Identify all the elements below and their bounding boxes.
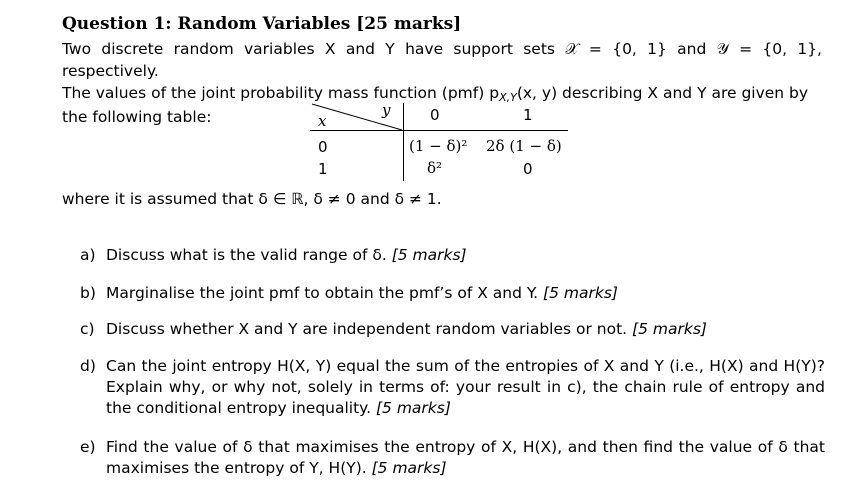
part-b-text: Marginalise the joint pmf to obtain the pmf’s of X and Y.	[106, 284, 539, 302]
row-header-1: 1	[318, 160, 328, 178]
cell-0-0: (1 − δ)²	[409, 137, 468, 155]
col-header-1: 1	[523, 106, 533, 124]
part-d-marks: [5 marks]	[376, 399, 451, 417]
pmf-subscript: X,Y	[499, 91, 517, 104]
row-header-0: 0	[318, 138, 328, 156]
part-e-text: Find the value of δ that maximises the entropy of X, H(X), and then find the value of δ that maximises the entropy of Y, H(Y).	[106, 438, 825, 477]
intro-line-3: the following table:	[62, 108, 212, 126]
part-e-label: e)	[80, 438, 96, 456]
part-c-marks: [5 marks]	[632, 320, 707, 338]
part-d	[80, 356, 825, 419]
part-c-text: Discuss whether X and Y are independent random variables or not.	[106, 320, 628, 338]
table-vertical-rule	[403, 103, 404, 181]
table-horizontal-rule	[310, 130, 568, 131]
intro-line-2: The values of the joint probability mass function (pmf) p	[62, 84, 500, 102]
cell-0-1: 2δ (1 − δ)	[486, 137, 562, 155]
part-b	[80, 283, 825, 304]
question-title: Question 1: Random Variables [25 marks]	[62, 14, 462, 34]
part-b-marks: [5 marks]	[543, 284, 618, 302]
cell-1-0: δ²	[427, 159, 443, 177]
table-x-label: x	[318, 112, 327, 130]
assumption-text: where it is assumed that δ ∈ ℝ, δ ≠ 0 and δ ≠ 1.	[62, 190, 442, 208]
part-e-marks: [5 marks]	[371, 459, 447, 477]
part-a-text: Discuss what is the valid range of δ.	[106, 246, 387, 264]
part-a	[80, 245, 825, 266]
part-a-label: a)	[80, 246, 96, 264]
intro-line-1: Two discrete random variables X and Y have support sets 𝒳 = {0, 1} and 𝒴 = {0, 1}, respectively.	[62, 40, 822, 80]
table-y-label: y	[382, 101, 391, 119]
part-c-label: c)	[80, 320, 95, 338]
part-d-text: Can the joint entropy H(X, Y) equal the sum of the entropies of X and Y (i.e., H(X) and H(Y)? Explain why, or why not, solely in terms of: your result in c), the chain rule of entropy and the conditional entropy inequality.	[106, 357, 825, 417]
part-e	[80, 437, 825, 479]
part-d-label: d)	[80, 357, 96, 375]
intro-line-2b: (x, y) describing X and Y are given by	[516, 84, 809, 102]
col-header-0: 0	[430, 106, 440, 124]
part-a-marks: [5 marks]	[391, 246, 467, 264]
cell-1-1: 0	[523, 160, 533, 178]
part-b-label: b)	[80, 284, 96, 302]
part-c	[80, 319, 825, 340]
joint-pmf-table	[310, 103, 570, 185]
